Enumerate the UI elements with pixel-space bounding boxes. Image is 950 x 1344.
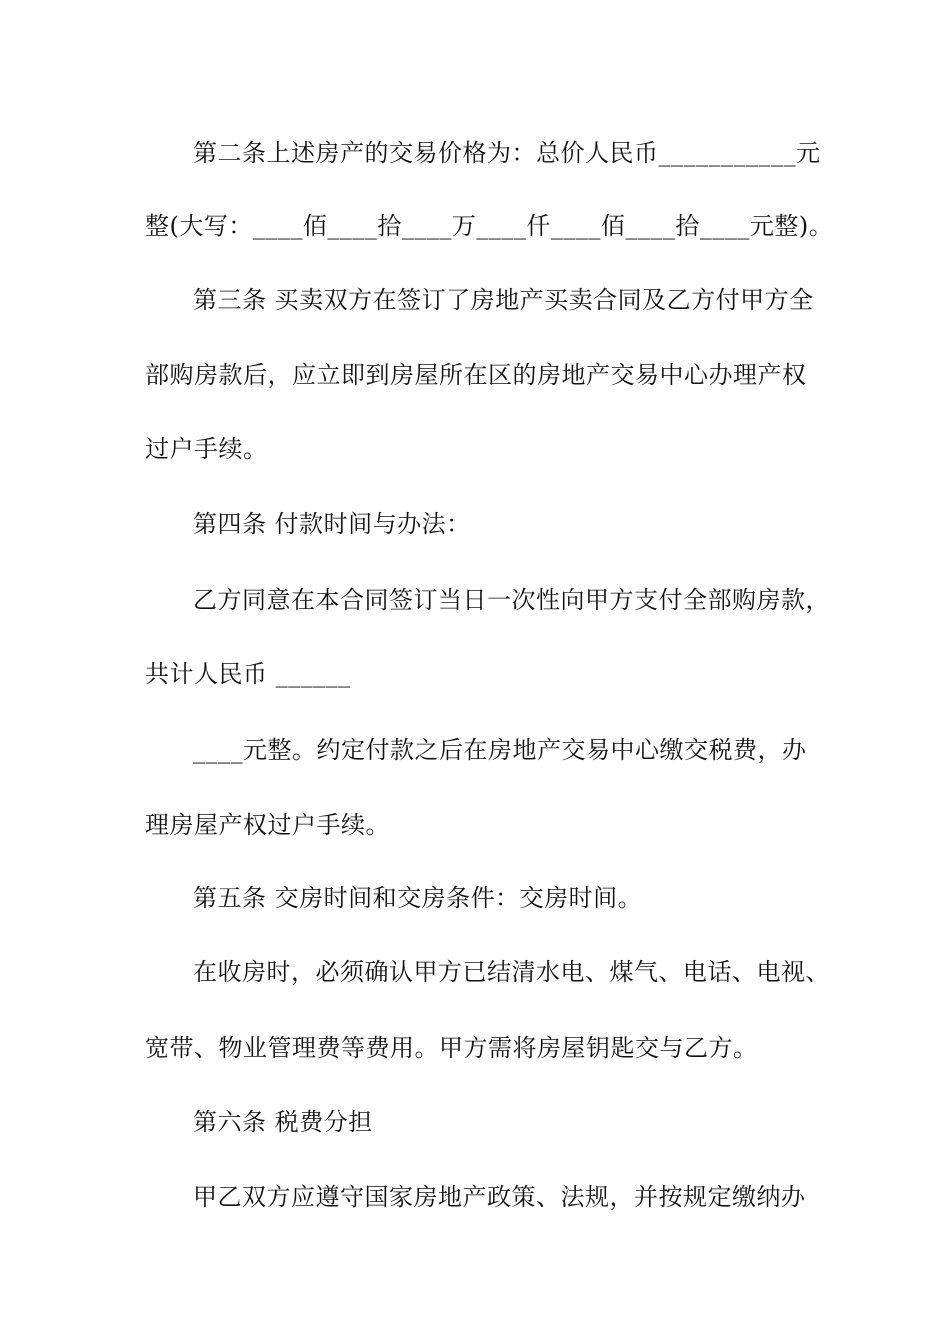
article-4-line-2: 共计人民币 ______ (145, 660, 351, 688)
article-3-line-3: 过户手续。 (145, 435, 268, 463)
article-5-line-1: 在收房时，必须确认甲方已结清水电、煤气、电话、电视、 (193, 958, 830, 986)
article-4-line-1: 乙方同意在本合同签订当日一次性向甲方支付全部购房款， (193, 586, 830, 614)
article-4-heading: 第四条 付款时间与办法： (193, 510, 471, 538)
article-5-heading: 第五条 交房时间和交房条件：交房时间。 (193, 884, 643, 912)
article-4-line-4: 理房屋产权过户手续。 (145, 811, 390, 839)
article-3-line-1: 第三条 买卖双方在签订了房地产买卖合同及乙方付甲方全 (193, 286, 814, 314)
article-6-heading: 第六条 税费分担 (193, 1108, 373, 1136)
article-3-line-2: 部购房款后，应立即到房屋所在区的房地产交易中心办理产权 (145, 361, 807, 389)
article-4-line-3: ____元整。约定付款之后在房地产交易中心缴交税费，办 (193, 736, 807, 764)
article-2-price-line-2: 整(大写：____佰____拾____万____仟____佰____拾____元整)。 (145, 212, 834, 240)
article-2-price-line-1: 第二条上述房产的交易价格为：总价人民币___________元 (193, 139, 821, 167)
article-6-line-1: 甲乙双方应遵守国家房地产政策、法规，并按规定缴纳办 (193, 1183, 806, 1211)
article-5-line-2: 宽带、物业管理费等费用。甲方需将房屋钥匙交与乙方。 (145, 1034, 758, 1062)
